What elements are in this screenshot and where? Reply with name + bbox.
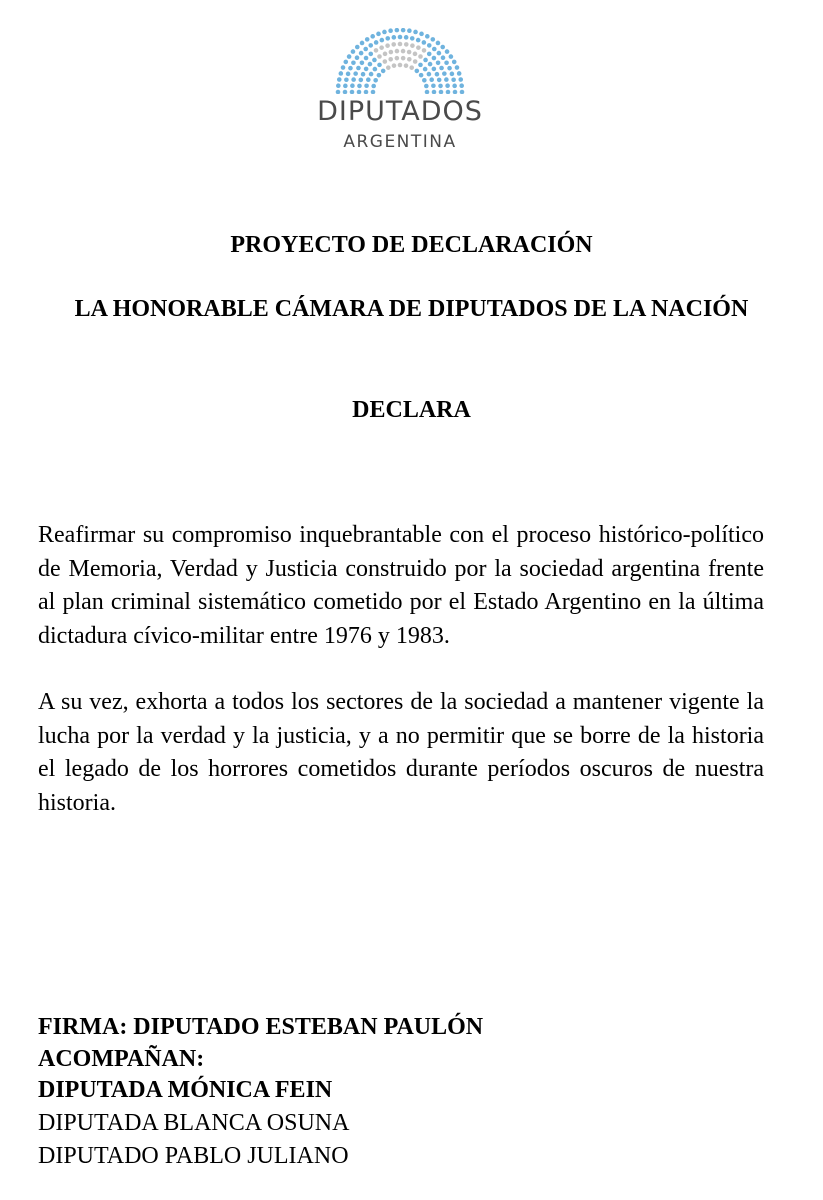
hemicycle-seat [392,35,397,40]
hemicycle-seat [353,71,358,76]
hemicycle-seat [356,66,361,71]
hemicycle-seat [409,65,414,70]
hemicycle-seat [423,67,428,72]
hemicycle-seat [460,90,465,94]
hemicycle-seat [389,50,394,55]
hemicycle-seat [386,65,391,70]
hemicycle-seat [343,84,348,89]
hemicycle-seat [373,67,378,72]
hemicycle-seat [351,77,356,82]
hemicycle-seat [370,34,375,39]
hemicycle-seat [407,57,412,62]
hemicycle-seat [350,83,355,88]
hemicycle-seat [336,90,341,94]
hemicycle-seat [368,43,373,48]
hemicycle-seat [377,63,382,68]
declara-heading: DECLARA [352,397,471,423]
hemicycle-seat [415,69,420,74]
hemicycle-seat [450,72,455,77]
hemicycle-seat [422,48,427,53]
hemicycle-seat [439,66,444,71]
hemicycle-seat [366,77,371,82]
hemicycle-seat [364,90,369,94]
hemicycle-seat [442,71,447,76]
hemicycle-seat [346,72,351,77]
hemicycle-seat [432,67,437,72]
hemicycle-seat [410,43,415,48]
hemicycle-seat [385,36,390,41]
hemicycle-seat [428,62,433,67]
hemicycle-seat [437,51,442,56]
hemicycle-seat [452,84,457,89]
hemicycle-seat [404,63,409,68]
hemicycle-seat [364,56,369,61]
hemicycle-seat [427,52,432,57]
hemicycle-seat [452,60,457,65]
hemicycle-seat [391,42,396,47]
hemicycle-seat [429,77,434,82]
hemicycle-seat [458,77,463,82]
hemicycle-seat [364,67,369,72]
hemicycle-seat [385,43,390,48]
hemicycle-seat [359,78,364,83]
hemicycle-seat [344,77,349,82]
logo-subtitle: ARGENTINA [343,132,457,152]
hemicycle-seat [376,32,381,37]
hemicycle-seat [438,84,443,89]
hemicycle-seat [373,78,378,83]
hemicycle-seat [388,28,393,33]
hemicycle-seat [432,90,437,94]
hemicycle-seat [369,72,374,77]
hemicycle-seat [413,30,418,35]
hemicycle-seat [401,28,406,32]
hemicycle-seat [435,72,440,77]
hemicycle-seat [416,38,421,43]
hemicycle-seat [453,90,458,94]
hemicycle-seat [343,60,348,65]
hemicycle-seat [457,71,462,76]
hemicycle-seat [416,45,421,50]
hemicycle-seat [398,42,403,47]
hemicycle-seat [371,84,376,89]
hemicycle-seat [337,77,342,82]
hemicycle-seat [427,72,432,77]
hemicycle-seat [365,37,370,42]
hemicycle-seat [398,63,403,68]
diputados-logo [300,28,500,158]
hemicycle-seat [423,58,428,63]
hemicycle-seat [437,78,442,83]
hemicycle-seat [410,36,415,41]
hemicycle-seat [446,90,451,94]
hemicycle-seat [425,34,430,39]
hemicycle-seat [382,30,387,35]
hemicycle-seat [444,77,449,82]
hemicycle-seat [413,52,418,57]
hemicycle-seat [422,40,427,45]
hemicycle-seat [401,49,406,54]
hemicycle-seat [407,28,412,33]
hemicycle-seat [351,60,356,65]
hemicycle-seat [372,58,377,63]
hemicycle-seat [368,62,373,67]
hemicycle-seat [459,83,464,88]
hemicycle-seat [455,65,460,70]
hemicycle-seat [424,84,429,89]
hemicycle-seat [401,56,406,61]
hemicycle-seat [360,60,365,65]
signature-firma: FIRMA: DIPUTADO ESTEBAN PAULÓN [38,1014,484,1040]
hemicycle-seat [436,41,441,46]
hemicycle-seat [418,54,423,59]
hemicycle-seat [383,59,388,64]
hemicycle-seat [404,35,409,40]
hemicycle-seat [395,28,400,32]
hemicycle-seat [413,59,418,64]
hemicycle-seat [444,60,449,65]
hemicycle-seat [395,49,400,54]
cosigner-2: DIPUTADA BLANCA OSUNA [38,1110,350,1136]
hemicycle-seat [360,41,365,46]
hemicycle-seat [348,66,353,71]
hemicycle-seat [363,47,368,52]
hemicycle-seat [447,66,452,71]
logo-title: DIPUTADOS [317,96,483,127]
hemicycle-seat [357,90,362,94]
hemicycle-seat [418,63,423,68]
hemicycle-seat [445,83,450,88]
declaration-paragraph-1: Reafirmar su compromiso inquebrantable con el proceso histórico-político de Memoria, Verdad y Justicia construido por la sociedad argentina frente al plan criminal sistemático cometido por el Estado Argentino en la última dictadura cívico-militar entre 1976 y 1983. [38,522,764,649]
hemicycle-seat [350,90,355,94]
hemicycle-seat [432,47,437,52]
chamber-heading: LA HONORABLE CÁMARA DE DIPUTADOS DE LA NACIÓN [74,296,749,322]
hemicycle-seat [361,72,366,77]
hemicycle-seat [419,32,424,37]
declaration-paragraph-2: A su vez, exhorta a todos los sectores de la sociedad a mantener vigente la lucha por la verdad y la justicia, y a no permitir que se borre de la historia el legado de los horrores cometidos durante períodos oscuros de nuestra historia. [38,689,764,816]
hemicycle-seat [374,48,379,53]
hemicycle-seat [339,71,344,76]
hemicycle-seat [341,65,346,70]
hemicycle-icon [330,28,470,94]
hemicycle-seat [440,45,445,50]
hemicycle-seat [357,84,362,89]
hemicycle-seat [445,49,450,54]
hemicycle-seat [343,90,348,94]
hemicycle-seat [355,55,360,60]
hemicycle-seat [449,54,454,59]
hemicycle-seat [371,90,376,94]
hemicycle-seat [374,40,379,45]
cosigner-3: DIPUTADO PABLO JULIANO [38,1143,349,1169]
hemicycle-seat [388,57,393,62]
hemicycle-seat [439,90,444,94]
hemicycle-seat [381,69,386,74]
hemicycle-seat [395,56,400,61]
hemicycle-seat [347,54,352,59]
hemicycle-seat [377,73,382,78]
hemicycle-seat [364,83,369,88]
hemicycle-seat [368,52,373,57]
hemicycle-seat [441,55,446,60]
hemicycle-seat [427,43,432,48]
document-type-heading: PROYECTO DE DECLARACIÓN [230,232,593,258]
hemicycle-seat [432,56,437,61]
hemicycle-seat [379,45,384,50]
hemicycle-seat [355,45,360,50]
hemicycle-seat [359,51,364,56]
hemicycle-seat [392,63,397,68]
hemicycle-seat [351,49,356,54]
hemicycle-seat [436,60,441,65]
hemicycle-seat [422,78,427,83]
hemicycle-seat [380,38,385,43]
signature-acompanan-label: ACOMPAÑAN: [38,1046,205,1072]
hemicycle-seat [407,50,412,55]
hemicycle-seat [431,37,436,42]
hemicycle-seat [404,42,409,47]
hemicycle-seat [425,90,430,94]
hemicycle-seat [419,73,424,78]
hemicycle-seat [377,54,382,59]
hemicycle-seat [451,77,456,82]
hemicycle-seat [398,35,403,40]
hemicycle-seat [336,83,341,88]
hemicycle-seat [431,83,436,88]
cosigner-1: DIPUTADA MÓNICA FEIN [38,1077,333,1103]
hemicycle-seat [383,52,388,57]
